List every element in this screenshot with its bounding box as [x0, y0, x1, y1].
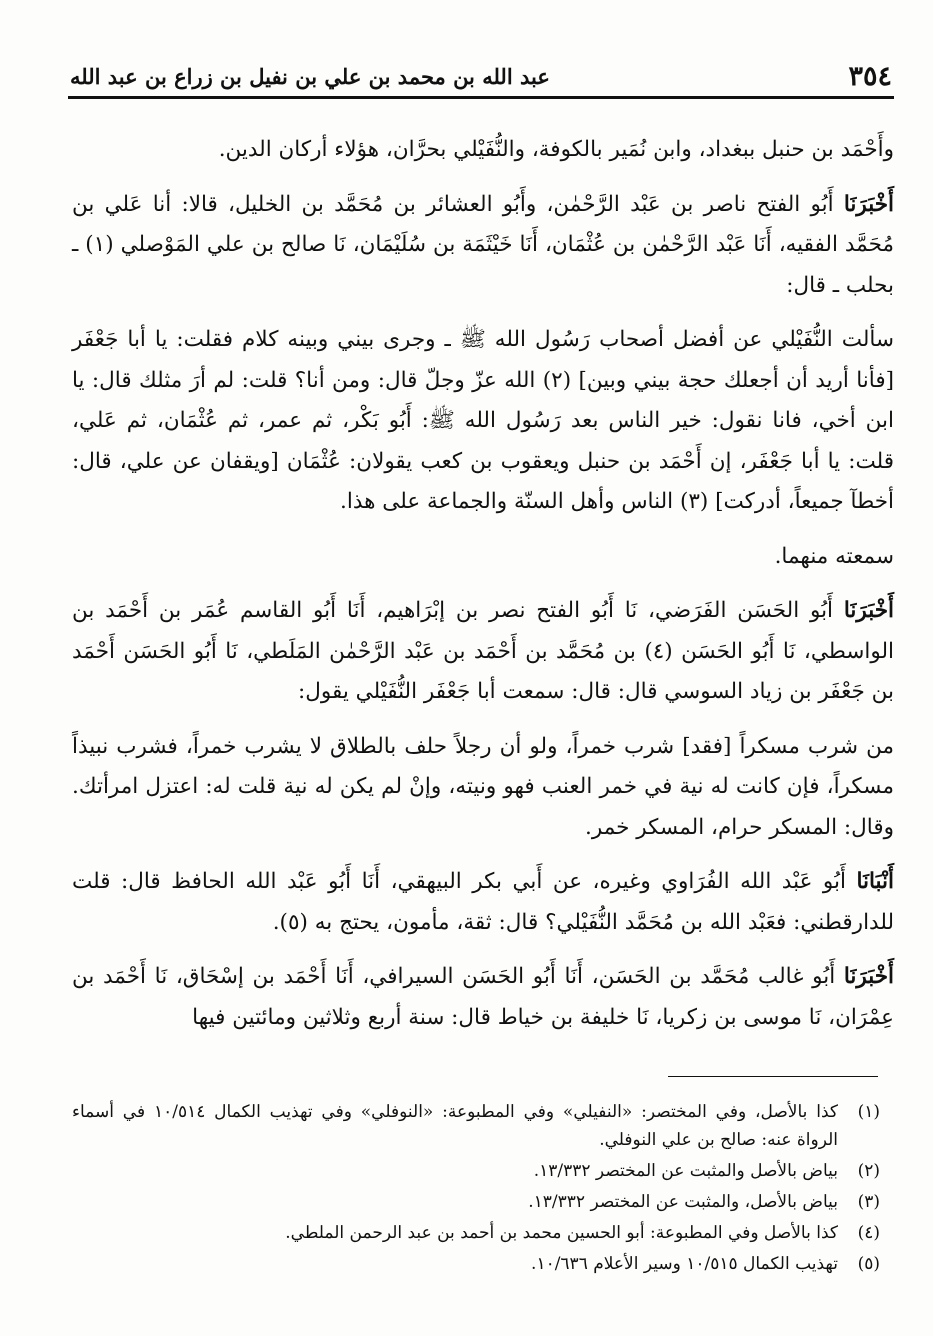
paragraph: [72, 862, 894, 943]
footnote: [72, 1098, 880, 1154]
paragraph-text: أَبُو الفتح ناصر بن عَبْد الرَّحْمٰن، وأَبُو العشائر بن مُحَمَّد بن الخليل، قالا: أنا عَلي بن مُحَمَّد الفقيه، أَنَا عَبْد الرَّحْمٰن بن عُثْمَان، أَنَا خَيْثَمَة بن سُلَيْمَان، نَا صالح بن علي المَوْصلي (١) ـ بحلب ـ قال:: [72, 191, 894, 298]
header-rule: [68, 96, 894, 99]
paragraph-text: سألت النُّفَيْلي عن أفضل أصحاب رَسُول الله ﷺ ـ وجرى بيني وبينه كلام فقلت: يا أبا جَعْفَر [فأنا أريد أن أجعلك حجة بيني وبين] (٢) الله عزّ وجلّ قال: ومن أنا؟ قلت: لم أرَ مثلك قال: يا ابن أخي، فانا نقول: خير الناس بعد رَسُول الله ﷺ: أَبُو بَكْر، ثم عمر، ثم عُثْمَان، ثم عَلي، قلت: يا أبا جَعْفَر، إن أَحْمَد بن حنبل ويعقوب بن كعب يقولان: عُثْمَان [ويقفان عن علي، قال: أخطآ جميعاً، أدركت] (٣) الناس وأهل السنّة والجماعة على هذا.: [72, 327, 894, 514]
paragraph-lead: أَخْبَرَنَا: [843, 191, 894, 217]
paragraph-lead: أَخْبَرَنَا: [843, 964, 894, 989]
footnote: [72, 1219, 880, 1247]
paragraph: [72, 957, 894, 1038]
page-number: ٣٥٤: [848, 61, 892, 92]
paragraph-text: أَبُو عَبْد الله الفُرَاوي وغيره، عن أَبي بكر البيهقي، أَنَا أَبُو عَبْد الله الحافظ قال: قلت للدارقطني: فعَبْد الله بن مُحَمَّد النُّفَيْلي؟ قال: ثقة، مأمون، يحتج به (٥).: [72, 869, 894, 935]
paragraph-text: سمعته منهما.: [774, 543, 894, 569]
paragraph-text: من شرب مسكراً [فقد] شرب خمراً، ولو أن رجلاً حلف بالطلاق لا يشرب خمراً، فشرب نبيذاً مسكراً، فإن كانت له نية في خمر العنب فهو ونيته، وإنْ لم يكن له نية قلت له: اعتزل امرأتك. وقال: المسكر حرام، المسكر خمر.: [72, 733, 894, 840]
paragraph-text: أَبُو الحَسَن الفَرَضي، نَا أَبُو الفتح نصر بن إبْرَاهيم، أَنَا أَبُو القاسم عُمَر بن أَحْمَد بن الواسطي، نَا أَبُو الحَسَن (٤) بن مُحَمَّد بن أَحْمَد بن عَبْد الرَّحْمٰن المَلَطي، نَا أَبُو الحَسَن أَحْمَد بن جَعْفَر بن زياد السوسي قال: قال: سمعت أبا جَعْفَر النُّفَيْلي يقول:: [72, 598, 895, 704]
paragraph: [72, 727, 894, 849]
footnote-number: (٢): [857, 1161, 880, 1181]
paragraph-text: أَبُو غالب مُحَمَّد بن الحَسَن، أَنَا أَبُو الحَسَن السيرافي، أَنَا أَحْمَد بن إسْحَاق، نَا أَحْمَد بن عِمْرَان، نَا موسى بن زكريا، نَا خليفة بن خياط قال: سنة أربع وثلاثين ومائتين فيها: [72, 964, 894, 1030]
paragraph-text: وأَحْمَد بن حنبل ببغداد، وابن نُمَير بالكوفة، والنُّفَيْلي بحرَّان، هؤلاء أركان الدين.: [218, 137, 894, 162]
running-title: عبد الله بن محمد بن علي بن نفيل بن زراع بن عبد الله: [70, 64, 550, 89]
footnote: [72, 1157, 880, 1185]
paragraph: [72, 185, 894, 307]
footnote-separator: [668, 1076, 878, 1077]
footnote-text: كذا بالأصل، وفي المختصر: «النفيلي» وفي المطبوعة: «النوفلي» وفي تهذيب الكمال ١٠/٥١٤ في أسماء الرواة عنه: صالح بن علي النوفلي.: [72, 1102, 838, 1150]
footnote-text: بياض بالأصل، والمثبت عن المختصر ١٣/٣٣٢.: [528, 1192, 838, 1212]
footnote-text: بياض بالأصل والمثبت عن المختصر ١٣/٣٣٢.: [533, 1161, 838, 1181]
footnote: [72, 1188, 880, 1216]
footnote: [72, 1250, 880, 1278]
paragraph: [72, 537, 894, 578]
footnote-number: (١): [857, 1102, 880, 1122]
footnote-number: (٣): [857, 1192, 880, 1212]
paragraph: [72, 130, 894, 171]
page-header: [70, 58, 892, 98]
paragraph: [72, 591, 894, 713]
footnote-number: (٥): [857, 1254, 880, 1274]
main-text: [72, 130, 894, 1038]
paragraph: [72, 320, 894, 523]
paragraph-lead: أَنْبَانَا: [856, 869, 894, 894]
footnote-number: (٤): [857, 1223, 880, 1243]
footnote-text: كذا بالأصل وفي المطبوعة: أبو الحسين محمد بن أحمد بن عبد الرحمن الملطي.: [285, 1223, 838, 1243]
footnotes: [72, 1098, 880, 1281]
paragraph-lead: أَخْبَرَنَا: [843, 598, 894, 623]
footnote-text: تهذيب الكمال ١٠/٥١٥ وسير الأعلام ١٠/٦٣٦.: [531, 1254, 838, 1274]
